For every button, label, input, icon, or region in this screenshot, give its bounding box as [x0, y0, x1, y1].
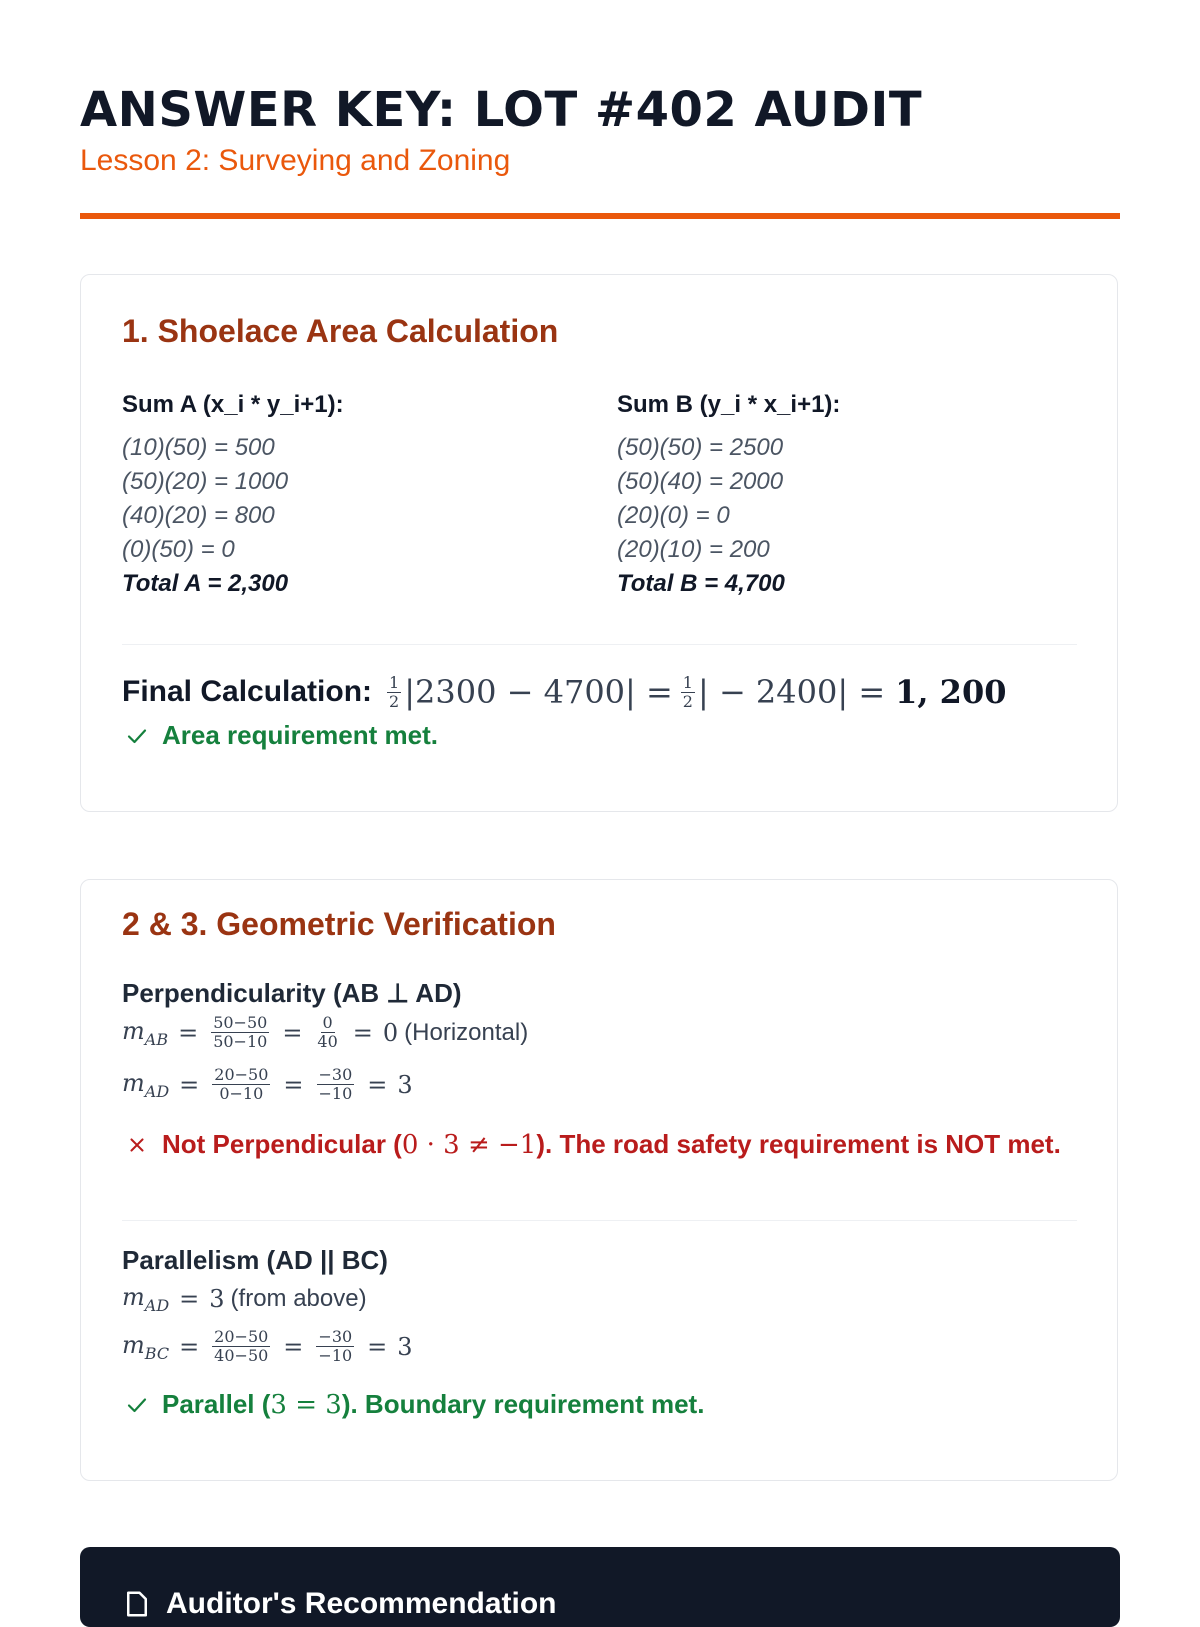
document-edit-icon: [122, 1589, 152, 1619]
slope-bc-equation: [122, 1328, 413, 1365]
banner-heading: [122, 1587, 557, 1621]
equals-sign: =: [179, 1070, 200, 1099]
fraction-numerator: 1: [682, 672, 693, 692]
fraction-numerator: 20−50: [214, 1065, 269, 1084]
equals-sign: =: [352, 1018, 373, 1047]
fraction-denominator: 0−10: [219, 1084, 264, 1103]
section-heading-shoelace: 1. Shoelace Area Calculation: [122, 313, 559, 349]
slope-note: (from above): [230, 1284, 367, 1312]
equals-sign: =: [179, 1284, 200, 1313]
fraction-numerator: −30: [318, 1065, 353, 1084]
slope-sub: AD: [144, 1081, 170, 1101]
perpendicularity-status-text: [162, 1129, 1061, 1160]
slope-sub: AB: [144, 1029, 169, 1049]
sum-b-line: (50)(50) = 2500: [617, 434, 784, 461]
slope-result: 3: [209, 1284, 225, 1313]
absolute-value: | − 2400| =: [697, 673, 886, 711]
slope-var: m: [122, 1068, 145, 1097]
equals-sign: =: [178, 1018, 199, 1047]
slope-symbol: [122, 1283, 169, 1315]
status-math: 0 · 3 ≠ −1: [401, 1130, 537, 1160]
slope-result: 3: [397, 1070, 413, 1099]
equals-sign: =: [283, 1070, 304, 1099]
page-subtitle: Lesson 2: Surveying and Zoning: [80, 144, 511, 177]
recommendation-banner: [80, 1547, 1120, 1627]
sum-a-line: (40)(20) = 800: [122, 502, 275, 529]
final-calculation-label: Final Calculation:: [122, 675, 373, 708]
section-divider: [122, 644, 1077, 645]
status-text-part: ). Boundary requirement met.: [341, 1389, 705, 1419]
slope-ad-reference: [122, 1283, 367, 1315]
fraction-denominator: 2: [682, 691, 693, 711]
slope-note: (Horizontal): [404, 1018, 529, 1046]
slope-var: m: [122, 1283, 145, 1311]
check-icon: [122, 1390, 152, 1420]
slope-fraction: [316, 1328, 354, 1365]
fraction-numerator: −30: [318, 1327, 353, 1346]
sum-a-line: (0)(50) = 0: [122, 536, 235, 563]
fraction-denominator: 50−10: [213, 1032, 268, 1051]
sum-b-line: (20)(10) = 200: [617, 536, 770, 563]
sum-b-column: [617, 391, 1037, 601]
slope-ab-equation: [122, 1014, 528, 1051]
equals-sign: =: [282, 1018, 303, 1047]
geometry-card: [80, 879, 1118, 1481]
slope-fraction: [317, 1066, 355, 1103]
header-divider: [80, 213, 1120, 219]
equals-sign: =: [367, 1332, 388, 1361]
area-status-text: Area requirement met.: [162, 720, 438, 750]
status-text-part: Not Perpendicular (: [162, 1129, 402, 1159]
shoelace-card: [80, 274, 1118, 812]
parallelism-status: [122, 1389, 704, 1420]
section-heading-geometry: 2 & 3. Geometric Verification: [122, 906, 556, 942]
half-fraction: [387, 674, 401, 711]
close-icon: [122, 1130, 152, 1160]
final-calculation: [122, 673, 1006, 711]
equals-sign: =: [283, 1332, 304, 1361]
fraction-numerator: 50−50: [213, 1013, 268, 1032]
equals-sign: =: [179, 1332, 200, 1361]
sum-b-line: (20)(0) = 0: [617, 502, 730, 529]
sum-a-column: [122, 391, 542, 601]
fraction-denominator: −10: [318, 1346, 353, 1365]
section-divider: [122, 1220, 1077, 1221]
banner-title: Auditor's Recommendation: [166, 1587, 557, 1620]
check-icon: [122, 721, 152, 751]
absolute-difference: |2300 − 4700| =: [404, 673, 673, 711]
slope-sub: AD: [144, 1295, 170, 1315]
slope-fraction: [212, 1328, 270, 1365]
fraction-denominator: 2: [389, 691, 400, 711]
parallelism-label: Parallelism (AD || BC): [122, 1245, 388, 1275]
fraction-numerator: 20−50: [214, 1327, 269, 1346]
status-text-part: Parallel (: [162, 1389, 271, 1419]
sum-b-label: Sum B (y_i * x_i+1):: [617, 391, 841, 418]
status-math: 3 = 3: [270, 1390, 342, 1420]
parallelism-status-text: [162, 1389, 704, 1420]
half-fraction: [681, 674, 695, 711]
fraction-numerator: 0: [322, 1013, 333, 1032]
sum-a-line: (50)(20) = 1000: [122, 468, 289, 495]
slope-var: m: [122, 1330, 145, 1359]
slope-var: m: [122, 1016, 145, 1045]
page-title: ANSWER KEY: LOT #402 AUDIT: [80, 82, 923, 138]
slope-fraction: [212, 1066, 270, 1103]
slope-symbol: [122, 1017, 168, 1049]
slope-fraction: [315, 1014, 339, 1051]
equals-sign: =: [367, 1070, 388, 1099]
slope-fraction: [211, 1014, 269, 1051]
final-calculation-expression: [384, 673, 1006, 711]
sum-a-label: Sum A (x_i * y_i+1):: [122, 391, 344, 418]
sum-b-line: (50)(40) = 2000: [617, 468, 784, 495]
slope-symbol: [122, 1069, 169, 1101]
sum-b-total: Total B = 4,700: [617, 570, 785, 597]
area-status: [122, 720, 438, 751]
fraction-denominator: 40−50: [214, 1346, 269, 1365]
slope-result: 0: [382, 1018, 399, 1047]
status-text-part: ). The road safety requirement is NOT met.: [536, 1129, 1061, 1159]
slope-symbol: [122, 1331, 169, 1363]
final-area-answer: 1, 200: [895, 673, 1007, 711]
slope-ad-equation: [122, 1066, 413, 1103]
perpendicularity-label: Perpendicularity (AB ⊥ AD): [122, 978, 462, 1008]
fraction-numerator: 1: [389, 672, 400, 692]
slope-sub: BC: [144, 1343, 170, 1363]
perpendicularity-status: [122, 1129, 1061, 1160]
fraction-denominator: −10: [318, 1084, 353, 1103]
sum-a-total: Total A = 2,300: [122, 570, 289, 597]
sum-a-line: (10)(50) = 500: [122, 434, 275, 461]
slope-result: 3: [397, 1332, 413, 1361]
fraction-denominator: 40: [317, 1032, 338, 1051]
